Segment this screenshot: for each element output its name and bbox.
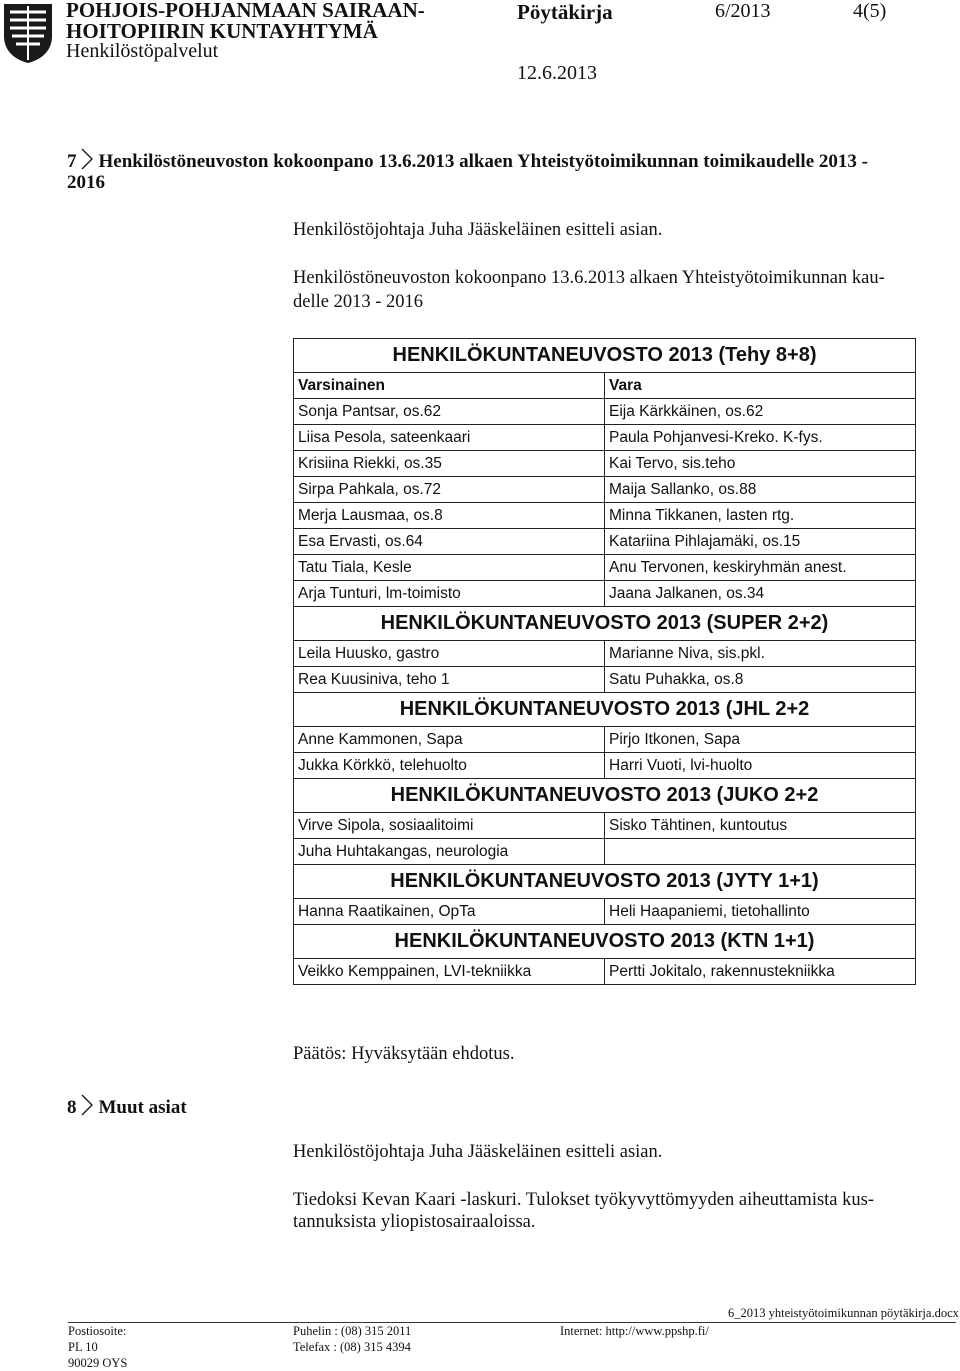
table-heading-row [294, 339, 916, 373]
deputy-member: Paula Pohjanvesi-Kreko. K-fys. [605, 425, 916, 451]
table-row [294, 959, 916, 985]
deputy-member: Sisko Tähtinen, kuntoutus [605, 813, 916, 839]
deputy-member [605, 839, 916, 865]
table-row [294, 555, 916, 581]
section-8-intro: Henkilöstöjohtaja Juha Jääskeläinen esitteli asian. [293, 1142, 663, 1162]
juko-heading: HENKILÖKUNTANEUVOSTO 2013 (JUKO 2+2 [294, 779, 916, 813]
primary-member: Arja Tunturi, lm-toimisto [294, 581, 605, 607]
primary-member: Liisa Pesola, sateenkaari [294, 425, 605, 451]
deputy-member: Pertti Jokitalo, rakennustekniikka [605, 959, 916, 985]
table-row [294, 581, 916, 607]
table-heading-row [294, 865, 916, 899]
primary-member: Rea Kuusiniva, teho 1 [294, 667, 605, 693]
department: Henkilöstöpalvelut [66, 40, 219, 62]
section-7-intro: Henkilöstöjohtaja Juha Jääskeläinen esitteli asian. [293, 220, 663, 240]
table-row [294, 727, 916, 753]
org-name-line2: HOITOPIIRIN KUNTAYHTYMÄ [66, 19, 378, 43]
section-7-number: 7 [67, 151, 77, 172]
page-number: 4(5) [853, 0, 887, 22]
table-row [294, 753, 916, 779]
table-heading-row [294, 779, 916, 813]
table-heading-row [294, 607, 916, 641]
table-row [294, 503, 916, 529]
deputy-member: Marianne Niva, sis.pkl. [605, 641, 916, 667]
section-paragraph-icon [81, 148, 93, 170]
table-row [294, 399, 916, 425]
section-8-text-line2: tannuksista yliopistosairaaloissa. [293, 1212, 536, 1232]
deputy-member: Heli Haapaniemi, tietohallinto [605, 899, 916, 925]
section-8-text-line1: Tiedoksi Kevan Kaari -laskuri. Tulokset työkyvyttömyyden aiheuttamista kus- [293, 1190, 874, 1210]
deputy-member: Eija Kärkkäinen, os.62 [605, 399, 916, 425]
primary-member: Krisiina Riekki, os.35 [294, 451, 605, 477]
footer-address-label: Postiosoite: [68, 1324, 127, 1338]
ktn-heading: HENKILÖKUNTANEUVOSTO 2013 (KTN 1+1) [294, 925, 916, 959]
organization-crest-icon [2, 2, 54, 64]
section-paragraph-icon [81, 1094, 93, 1116]
table-row [294, 813, 916, 839]
table-row [294, 667, 916, 693]
primary-member: Tatu Tiala, Kesle [294, 555, 605, 581]
primary-member: Hanna Raatikainen, OpTa [294, 899, 605, 925]
section-8-number: 8 [67, 1097, 77, 1118]
deputy-member: Maija Sallanko, os.88 [605, 477, 916, 503]
footer-fax: Telefax : (08) 315 4394 [293, 1340, 411, 1354]
column-header-deputy: Vara [605, 373, 916, 399]
deputy-member: Satu Puhakka, os.8 [605, 667, 916, 693]
table-row [294, 477, 916, 503]
jhl-heading: HENKILÖKUNTANEUVOSTO 2013 (JHL 2+2 [294, 693, 916, 727]
jyty-heading: HENKILÖKUNTANEUVOSTO 2013 (JYTY 1+1) [294, 865, 916, 899]
meeting-date: 12.6.2013 [517, 62, 597, 84]
table-row [294, 839, 916, 865]
table-heading-row [294, 925, 916, 959]
primary-member: Juha Huhtakangas, neurologia [294, 839, 605, 865]
deputy-member: Kai Tervo, sis.teho [605, 451, 916, 477]
deputy-member: Harri Vuoti, lvi-huolto [605, 753, 916, 779]
deputy-member: Pirjo Itkonen, Sapa [605, 727, 916, 753]
table-row [294, 529, 916, 555]
footer-address-line2: 90029 OYS [68, 1356, 128, 1370]
section-8-heading [67, 1094, 187, 1119]
deputy-member: Jaana Jalkanen, os.34 [605, 581, 916, 607]
decision-text: Päätös: Hyväksytään ehdotus. [293, 1044, 515, 1064]
deputy-member: Minna Tikkanen, lasten rtg. [605, 503, 916, 529]
document-type: Pöytäkirja [517, 0, 613, 24]
footer-filename: 6_2013 yhteistyötoimikunnan pöytäkirja.docx [728, 1306, 959, 1320]
primary-member: Anne Kammonen, Sapa [294, 727, 605, 753]
footer-phone: Puhelin : (08) 315 2011 [293, 1324, 412, 1338]
primary-member: Merja Lausmaa, os.8 [294, 503, 605, 529]
tehy-heading: HENKILÖKUNTANEUVOSTO 2013 (Tehy 8+8) [294, 339, 916, 373]
section-7-title-cont: 2016 [67, 172, 105, 193]
deputy-member: Anu Tervonen, keskiryhmän anest. [605, 555, 916, 581]
org-name-line1: POHJOIS-POHJANMAAN SAIRAAN- [66, 0, 425, 22]
table-heading-row [294, 693, 916, 727]
section-8-title: Muut asiat [98, 1097, 187, 1118]
primary-member: Sirpa Pahkala, os.72 [294, 477, 605, 503]
column-header-primary: Varsinainen [294, 373, 605, 399]
section-7-heading [67, 148, 868, 173]
primary-member: Sonja Pantsar, os.62 [294, 399, 605, 425]
primary-member: Leila Huusko, gastro [294, 641, 605, 667]
super-heading: HENKILÖKUNTANEUVOSTO 2013 (SUPER 2+2) [294, 607, 916, 641]
section-7-title: Henkilöstöneuvoston kokoonpano 13.6.2013 alkaen Yhteistyötoimikunnan toimikaudelle 2013 - [98, 151, 868, 172]
table-row [294, 425, 916, 451]
section-7-desc-line2: delle 2013 - 2016 [293, 292, 423, 312]
council-composition-table [293, 338, 916, 985]
footer-divider [68, 1322, 956, 1323]
primary-member: Esa Ervasti, os.64 [294, 529, 605, 555]
section-7-desc-line1: Henkilöstöneuvoston kokoonpano 13.6.2013 alkaen Yhteistyötoimikunnan kau- [293, 268, 885, 288]
deputy-member: Katariina Pihlajamäki, os.15 [605, 529, 916, 555]
table-row [294, 899, 916, 925]
table-row [294, 451, 916, 477]
meeting-number: 6/2013 [715, 0, 771, 22]
primary-member: Veikko Kemppainen, LVI-tekniikka [294, 959, 605, 985]
footer-address-line1: PL 10 [68, 1340, 98, 1354]
table-row [294, 641, 916, 667]
footer-website-link[interactable]: Internet: http://www.ppshp.fi/ [560, 1324, 709, 1338]
primary-member: Jukka Körkkö, telehuolto [294, 753, 605, 779]
primary-member: Virve Sipola, sosiaalitoimi [294, 813, 605, 839]
table-column-header-row [294, 373, 916, 399]
